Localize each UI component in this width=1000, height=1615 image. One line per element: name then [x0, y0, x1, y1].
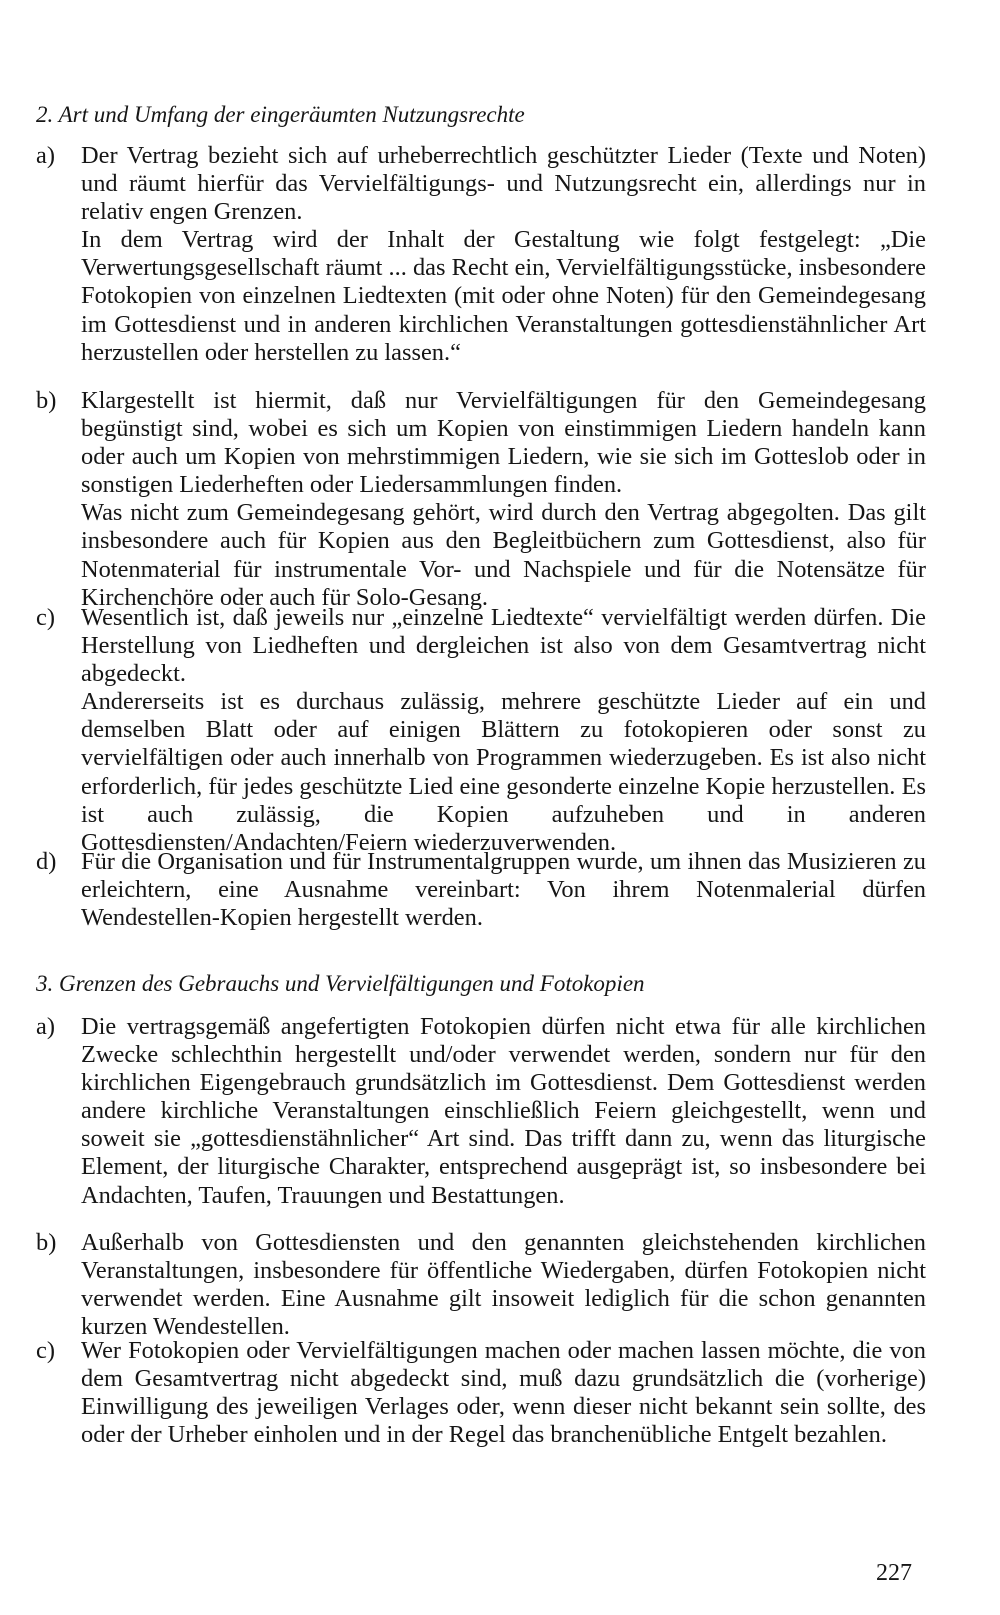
paragraph: Außerhalb von Gottesdiensten und den genannten gleichstehenden kirchlichen Veranstaltungen, insbesondere für öffentliche Wiedergaben, dürfen Fotokopien nicht verwendet werden. Eine Ausnahme gilt insoweit lediglich für die schon genannten kurzen Wendestellen. [81, 1229, 926, 1341]
section-2-item-b [36, 387, 926, 612]
paragraph: Die vertragsgemäß angefertigten Fotokopien dürfen nicht etwa für alle kirchlichen Zwecke schlechthin hergestellt und/oder verwendet werden, sondern nur für den kirchlichen Eigengebrauch grundsätzlich im Gottesdienst. Dem Gottesdienst werden andere kirchliche Veranstaltungen einschließlich Feiern gleichgestellt, wenn und soweit sie „gottesdienstähnlicher“ Art sind. Das trifft dann zu, wenn das liturgische Element, der liturgische Charakter, entsprechend ausgeprägt ist, so insbesondere bei Andachten, Taufen, Trauungen und Bestattungen. [81, 1013, 926, 1209]
item-body [81, 142, 926, 367]
paragraph: Was nicht zum Gemeindegesang gehört, wird durch den Vertrag abgegolten. Das gilt insbesondere auch für Kopien aus den Begleitbüchern zum Gottesdienst, also für Notenmaterial für instrumentale Vor- und Nachspiele und für die Notensätze für Kirchenchöre oder auch für Solo-Gesang. [81, 499, 926, 611]
section-3-item-b [36, 1229, 926, 1341]
section-2-item-a [36, 142, 926, 367]
page-number: 227 [876, 1560, 912, 1586]
item-marker: c) [36, 604, 55, 631]
item-marker: a) [36, 142, 55, 169]
item-marker: c) [36, 1337, 55, 1364]
item-body [81, 387, 926, 612]
paragraph: Andererseits ist es durchaus zulässig, mehrere geschützte Lieder auf ein und demselben Blatt oder auf einigen Blättern zu fotokopieren oder sonst zu vervielfältigen oder auch innerhalb von Programmen wiederzugeben. Es ist also nicht erforderlich, für jedes geschützte Lied eine gesonderte einzelne Kopie herzustellen. Es ist auch zulässig, die Kopien aufzuheben und in anderen Gottesdiensten/Andachten/Feiern wiederzuverwenden. [81, 688, 926, 856]
item-body [81, 1337, 926, 1449]
paragraph: Wesentlich ist, daß jeweils nur „einzelne Liedtexte“ vervielfältigt werden dürfen. Die Herstellung von Liedheften und dergleichen ist also von dem Gesamtvertrag nicht abgedeckt. [81, 604, 926, 688]
item-body [81, 848, 926, 932]
section-2-heading: 2. Art und Umfang der eingeräumten Nutzungsrechte [36, 102, 525, 127]
section-3-heading: 3. Grenzen des Gebrauchs und Vervielfältigungen und Fotokopien [36, 971, 645, 996]
item-body [81, 604, 926, 857]
paragraph: Klargestellt ist hiermit, daß nur Vervielfältigungen für den Gemeindegesang begünstigt sind, wobei es sich um Kopien von einstimmigen Liedern handeln kann oder auch um Kopien von mehrstimmigen Liedern, wie sie sich im Gotteslob oder in sonstigen Liederheften oder Liedersammlungen finden. [81, 387, 926, 499]
paragraph: Der Vertrag bezieht sich auf urheberrechtlich geschützter Lieder (Texte und Noten) und räumt hierfür das Vervielfältigungs- und Nutzungsrecht ein, allerdings nur in relativ engen Grenzen. [81, 142, 926, 226]
item-marker: b) [36, 387, 57, 414]
item-marker: d) [36, 848, 57, 875]
paragraph: Für die Organisation und für Instrumentalgruppen wurde, um ihnen das Musizieren zu erleichtern, eine Ausnahme vereinbart: Von ihrem Notenmalerial dürfen Wendestellen-Kopien hergestellt werden. [81, 848, 926, 932]
paragraph: Wer Fotokopien oder Vervielfältigungen machen oder machen lassen möchte, die von dem Gesamtvertrag nicht abgedeckt sind, muß dazu grundsätzlich die (vorherige) Einwilligung des jeweiligen Verlages oder, wenn dieser nicht bekannt sein sollte, des oder der Urheber einholen und in der Regel das branchenübliche Entgelt bezahlen. [81, 1337, 926, 1449]
item-body [81, 1229, 926, 1341]
item-marker: a) [36, 1013, 55, 1040]
section-2-item-c [36, 604, 926, 857]
item-body [81, 1013, 926, 1210]
paragraph: In dem Vertrag wird der Inhalt der Gestaltung wie folgt festgelegt: „Die Verwertungsgesellschaft räumt ... das Recht ein, Vervielfältigungsstücke, insbesondere Fotokopien von einzelnen Liedtexten (mit oder ohne Noten) für den Gemeindegesang im Gottesdienst und in anderen kirchlichen Veranstaltungen gottesdienstähnlicher Art herzustellen oder herstellen zu lassen.“ [81, 226, 926, 366]
section-3-item-a [36, 1013, 926, 1210]
item-marker: b) [36, 1229, 57, 1256]
section-3-item-c [36, 1337, 926, 1449]
section-2-item-d [36, 848, 926, 932]
